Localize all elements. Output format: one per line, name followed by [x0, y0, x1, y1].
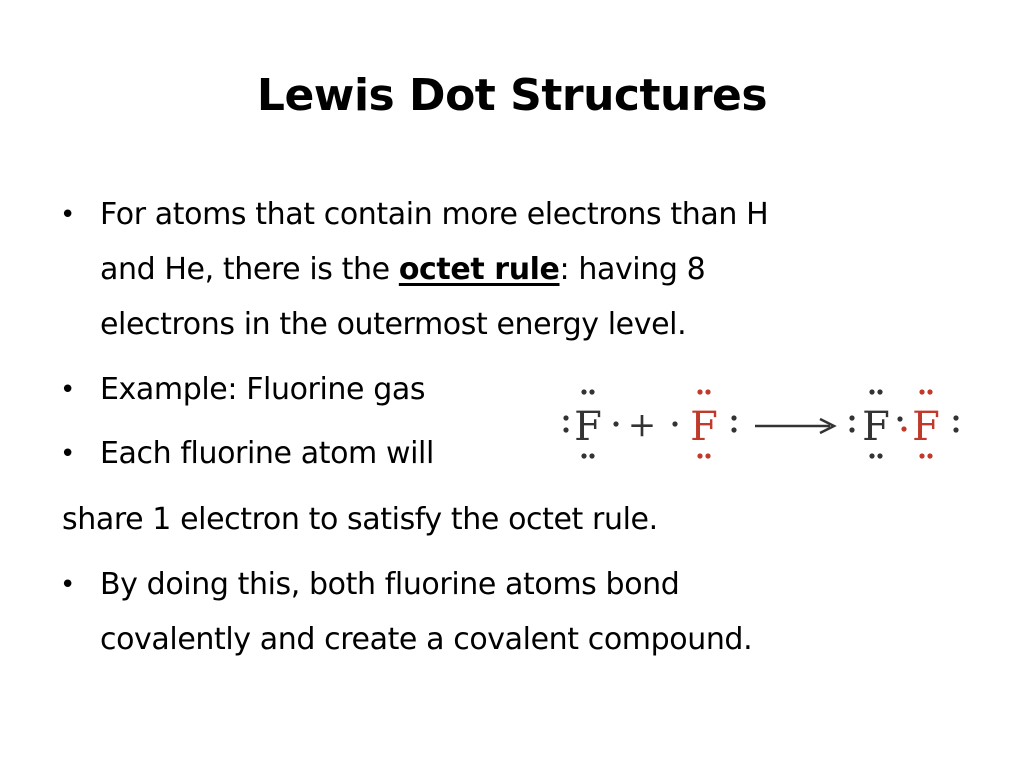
fluorine-atom-1 [563, 389, 618, 458]
fluorine-symbol: F [574, 404, 602, 450]
fluorine-symbol: F [862, 404, 890, 450]
bullet-1-text-before: and He, there is the [100, 252, 399, 287]
continuation-text: share 1 electron to satisfy the octet rule. [62, 502, 658, 537]
reaction-arrow-icon [755, 419, 834, 433]
bullet-3-text: Each fluorine atom will [100, 436, 434, 471]
lewis-dot-diagram [550, 372, 980, 472]
fluorine-symbol: F [690, 404, 718, 450]
fluorine-atom-2 [672, 389, 736, 458]
bullet-1-line-2 [100, 250, 705, 290]
bullet-4-line-2: covalently and create a covalent compound. [100, 622, 753, 657]
bullet-marker: • [60, 570, 76, 600]
bullet-4-line-1: By doing this, both fluorine atoms bond [100, 567, 680, 602]
bullet-marker: • [60, 200, 76, 230]
bullet-1-line-1: For atoms that contain more electrons than H [100, 197, 769, 232]
bullet-1-line-3: electrons in the outermost energy level. [100, 307, 687, 342]
bullet-marker: • [60, 439, 76, 469]
fluorine-molecule [849, 389, 958, 458]
bullet-marker: • [60, 375, 76, 405]
bullet-1-text-after: : having 8 [559, 252, 706, 287]
octet-rule-term: octet rule [398, 252, 560, 287]
slide-title: Lewis Dot Structures [256, 70, 768, 121]
fluorine-symbol: F [912, 404, 940, 450]
plus-sign: + [627, 405, 657, 445]
bullet-2-text: Example: Fluorine gas [100, 372, 426, 407]
